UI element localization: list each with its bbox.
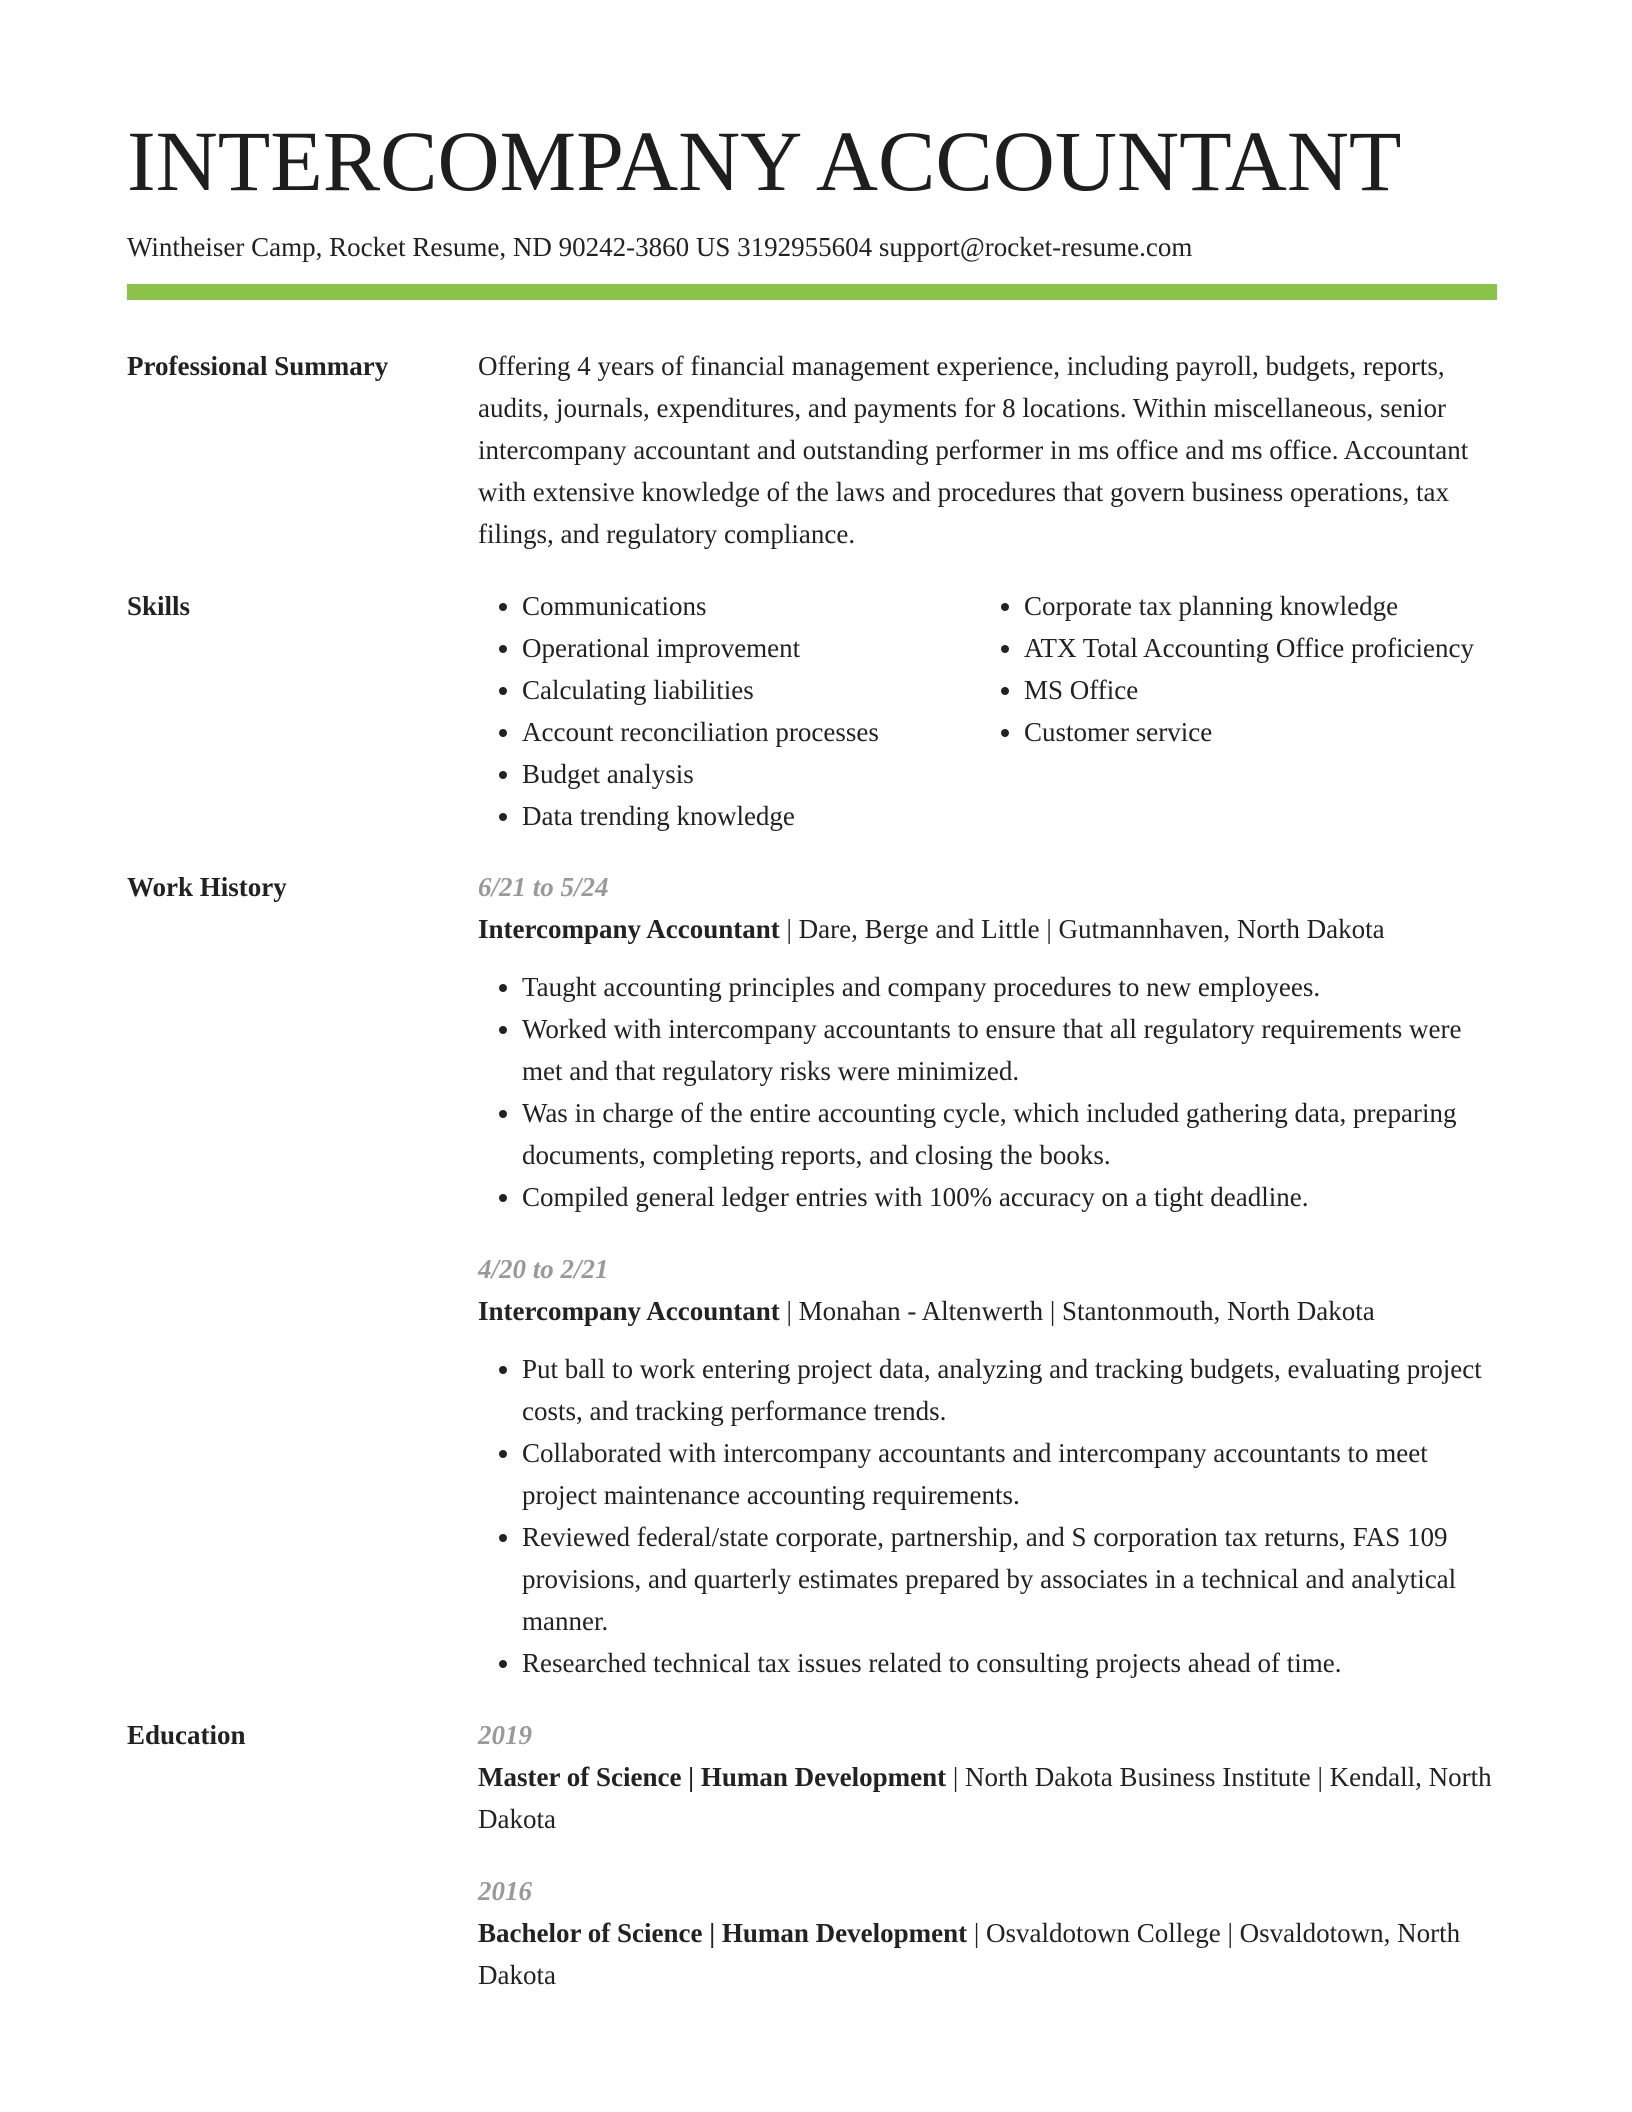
job-bullet: • Researched technical tax issues related to consulting projects ahead of time. xyxy=(522,1642,1497,1684)
education-details: | Osvaldotown College | Osvaldotown, North Dakota xyxy=(478,1918,1461,1990)
job-title: Intercompany Accountant xyxy=(478,914,780,944)
job-bullet: • Compiled general ledger entries with 100% accuracy on a tight deadline. xyxy=(522,1176,1497,1218)
summary-content xyxy=(478,345,1497,555)
section-label-skills: Skills xyxy=(127,591,191,621)
skills-column-1 xyxy=(478,585,980,837)
job-details: | Monahan - Altenwerth | Stantonmouth, North Dakota xyxy=(779,1296,1375,1326)
job-date: 6/21 to 5/24 xyxy=(478,872,609,902)
skill-item: • Corporate tax planning knowledge xyxy=(1024,585,1494,627)
section-label-work: Work History xyxy=(127,872,287,902)
job-bullet: • Reviewed federal/state corporate, partnership, and S corporation tax returns, FAS 109 provisions, and quarterly estimates prepared by associates in a technical and analytical manner. xyxy=(522,1516,1497,1642)
job-entry xyxy=(478,866,1497,1218)
education-details: | North Dakota Business Institute | Kendall, North Dakota xyxy=(478,1762,1492,1834)
job-bullet: • Collaborated with intercompany accountants and intercompany accountants to meet project maintenance accounting requirements. xyxy=(522,1432,1497,1516)
job-role-line xyxy=(478,1290,1497,1332)
education-date: 2016 xyxy=(478,1876,532,1906)
education-content xyxy=(478,1714,1497,1996)
skill-item: • Communications xyxy=(522,585,980,627)
contact-info: Wintheiser Camp, Rocket Resume, ND 90242-3860 US 3192955604 support@rocket-resume.com xyxy=(127,232,1193,262)
education-line xyxy=(478,1756,1497,1840)
skills-column-2 xyxy=(980,585,1494,837)
job-details: | Dare, Berge and Little | Gutmannhaven, North Dakota xyxy=(779,914,1385,944)
job-title: Intercompany Accountant xyxy=(478,1296,780,1326)
job-bullets xyxy=(478,1348,1497,1684)
education-date: 2019 xyxy=(478,1720,532,1750)
job-date: 4/20 to 2/21 xyxy=(478,1254,609,1284)
education-entry xyxy=(478,1714,1497,1840)
section-label-summary: Professional Summary xyxy=(127,351,389,381)
job-bullet: • Taught accounting principles and company procedures to new employees. xyxy=(522,966,1497,1008)
skill-item: • Data trending knowledge xyxy=(522,795,980,837)
skills-content xyxy=(478,585,1497,837)
section-label-education: Education xyxy=(127,1720,246,1750)
education-line xyxy=(478,1912,1497,1996)
skill-item: • MS Office xyxy=(1024,669,1494,711)
job-entry xyxy=(478,1248,1497,1684)
work-content xyxy=(478,866,1497,1684)
job-bullets xyxy=(478,966,1497,1218)
job-bullet: • Was in charge of the entire accounting cycle, which included gathering data, preparing documents, completing reports, and closing the books. xyxy=(522,1092,1497,1176)
skill-item: • Calculating liabilities xyxy=(522,669,980,711)
job-role-line xyxy=(478,908,1497,950)
education-entry xyxy=(478,1870,1497,1996)
header-divider xyxy=(127,284,1497,300)
education-degree: Bachelor of Science | Human Development xyxy=(478,1918,968,1948)
skill-item: • Account reconciliation processes xyxy=(522,711,980,753)
job-bullet: • Put ball to work entering project data, analyzing and tracking budgets, evaluating project costs, and tracking performance trends. xyxy=(522,1348,1497,1432)
skill-item: • Budget analysis xyxy=(522,753,980,795)
job-bullet: • Worked with intercompany accountants to ensure that all regulatory requirements were met and that regulatory risks were minimized. xyxy=(522,1008,1497,1092)
resume-header xyxy=(127,113,1497,263)
summary-text: Offering 4 years of financial management experience, including payroll, budgets, reports, audits, journals, expenditures, and payments for 8 locations. Within miscellaneous, senior intercompany accountant and outstanding performer in ms office and ms office. Accountant with extensive knowledge of the laws and procedures that govern business operations, tax filings, and regulatory compliance. xyxy=(478,351,1469,549)
skill-item: • Customer service xyxy=(1024,711,1494,753)
education-degree: Master of Science | Human Development xyxy=(478,1762,947,1792)
skill-item: • ATX Total Accounting Office proficiency xyxy=(1024,627,1494,669)
resume-title: INTERCOMPANY ACCOUNTANT xyxy=(127,113,1402,209)
skill-item: • Operational improvement xyxy=(522,627,980,669)
